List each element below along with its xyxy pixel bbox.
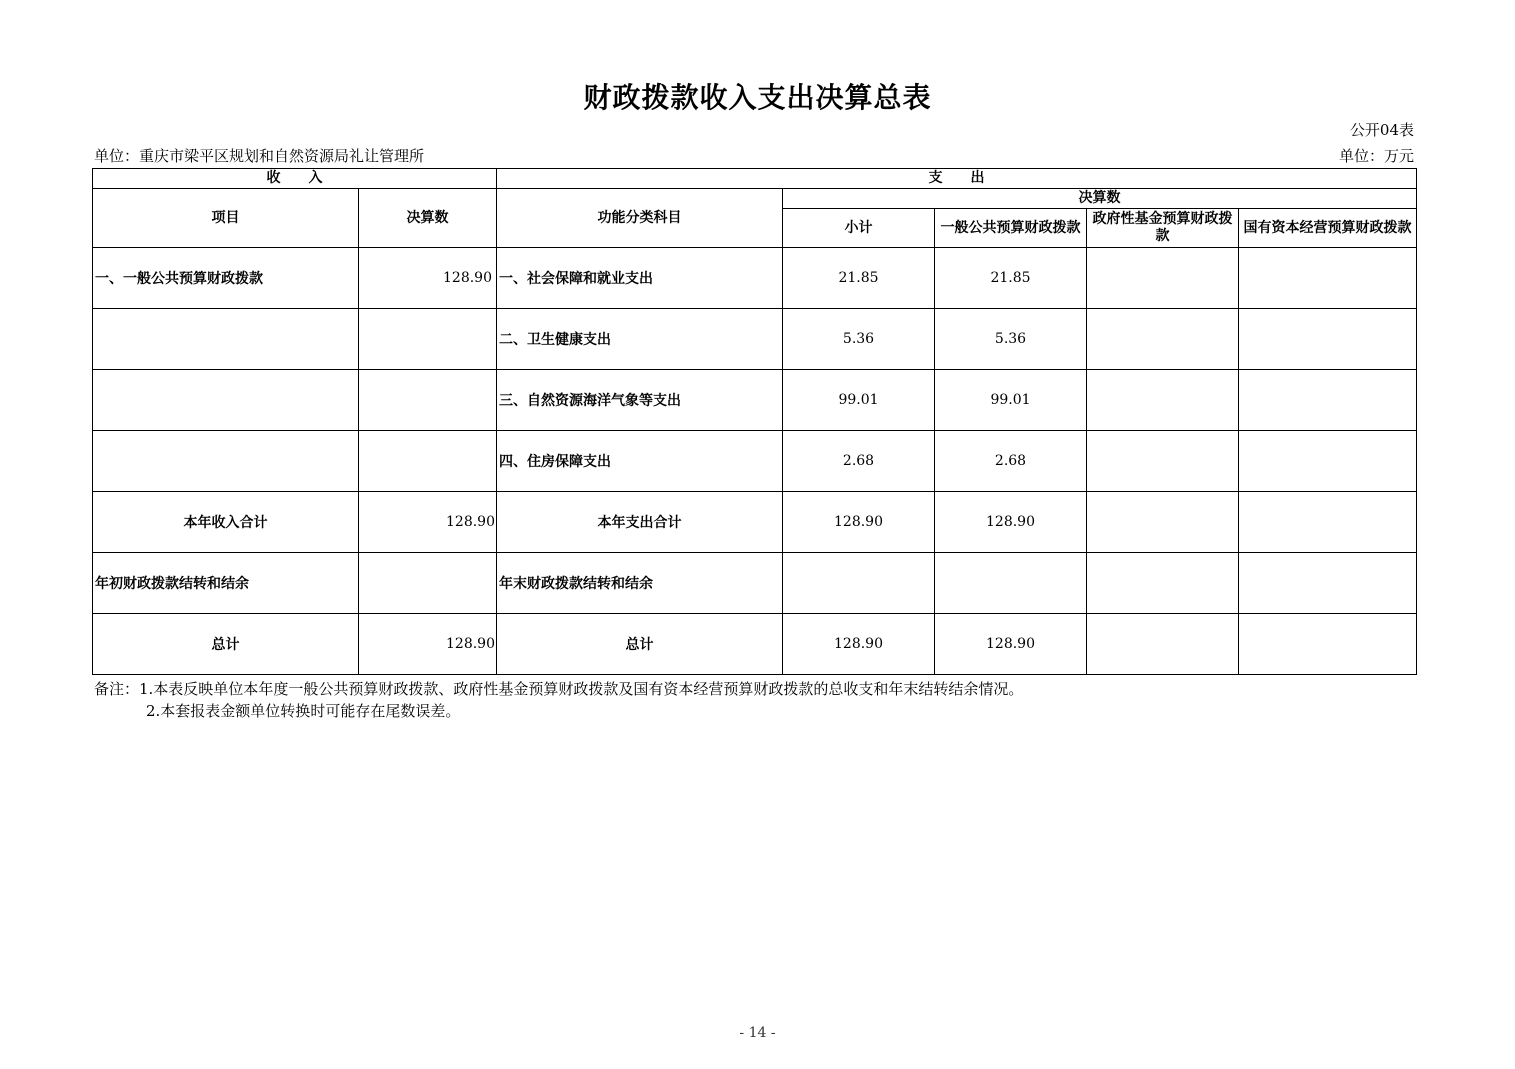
gov-fund-value xyxy=(1087,431,1239,492)
state-capital-value xyxy=(1239,431,1417,492)
gov-fund-value xyxy=(1087,553,1239,614)
general-public-value: 21.85 xyxy=(935,248,1087,309)
gov-fund-value xyxy=(1087,614,1239,675)
subtotal-value: 128.90 xyxy=(783,492,935,553)
income-amount-header: 决算数 xyxy=(359,189,497,248)
subtotal-value xyxy=(783,553,935,614)
general-public-value: 99.01 xyxy=(935,370,1087,431)
general-public-value: 128.90 xyxy=(935,614,1087,675)
notes xyxy=(94,678,1023,722)
budget-summary-table xyxy=(92,168,1417,675)
final-amount-group-header: 决算数 xyxy=(783,189,1417,209)
gov-fund-value xyxy=(1087,248,1239,309)
expense-category: 年末财政拨款结转和结余 xyxy=(497,553,783,614)
general-public-value: 128.90 xyxy=(935,492,1087,553)
state-capital-value xyxy=(1239,492,1417,553)
gov-fund-header: 政府性基金预算财政拨款 xyxy=(1087,209,1239,248)
income-amount: 128.90 xyxy=(359,248,497,309)
expense-category: 本年支出合计 xyxy=(497,492,783,553)
expense-category: 三、自然资源海洋气象等支出 xyxy=(497,370,783,431)
income-amount xyxy=(359,553,497,614)
state-capital-value xyxy=(1239,248,1417,309)
income-item xyxy=(93,431,359,492)
function-category-header: 功能分类科目 xyxy=(497,189,783,248)
general-public-value: 5.36 xyxy=(935,309,1087,370)
state-capital-value xyxy=(1239,370,1417,431)
subtotal-value: 2.68 xyxy=(783,431,935,492)
income-amount: 128.90 xyxy=(359,492,497,553)
note-line-2: 2.本套报表金额单位转换时可能存在尾数误差。 xyxy=(146,702,461,720)
expense-category: 总计 xyxy=(497,614,783,675)
gov-fund-value xyxy=(1087,370,1239,431)
subtotal-value: 5.36 xyxy=(783,309,935,370)
expense-category: 一、社会保障和就业支出 xyxy=(497,248,783,309)
unit-organization: 单位：重庆市梁平区规划和自然资源局礼让管理所 xyxy=(94,147,425,165)
expense-header: 支 出 xyxy=(497,169,1417,189)
subtotal-value: 99.01 xyxy=(783,370,935,431)
income-item xyxy=(93,309,359,370)
item-header: 项目 xyxy=(93,189,359,248)
income-item: 总计 xyxy=(93,614,359,675)
table-row-annual-total xyxy=(93,492,1417,553)
income-amount xyxy=(359,370,497,431)
page-title: 财政拨款收入支出决算总表 xyxy=(583,81,932,114)
income-amount: 128.90 xyxy=(359,614,497,675)
subtotal-value: 21.85 xyxy=(783,248,935,309)
table-row xyxy=(93,431,1417,492)
unit-currency: 单位：万元 xyxy=(1338,147,1414,165)
income-header: 收 入 xyxy=(93,169,497,189)
gov-fund-value xyxy=(1087,309,1239,370)
expense-category: 四、住房保障支出 xyxy=(497,431,783,492)
state-capital-header: 国有资本经营预算财政拨款 xyxy=(1239,209,1417,248)
income-item: 本年收入合计 xyxy=(93,492,359,553)
gov-fund-value xyxy=(1087,492,1239,553)
page-number: - 14 - xyxy=(739,1025,776,1041)
subtotal-header: 小计 xyxy=(783,209,935,248)
subtotal-value: 128.90 xyxy=(783,614,935,675)
general-public-value: 2.68 xyxy=(935,431,1087,492)
general-public-value xyxy=(935,553,1087,614)
income-amount xyxy=(359,431,497,492)
expense-category: 二、卫生健康支出 xyxy=(497,309,783,370)
general-public-header: 一般公共预算财政拨款 xyxy=(935,209,1087,248)
income-amount xyxy=(359,309,497,370)
income-item: 年初财政拨款结转和结余 xyxy=(93,553,359,614)
table-row-grand-total xyxy=(93,614,1417,675)
income-item xyxy=(93,370,359,431)
table-number: 公开04表 xyxy=(1349,121,1414,139)
state-capital-value xyxy=(1239,553,1417,614)
income-item: 一、一般公共预算财政拨款 xyxy=(93,248,359,309)
table-row xyxy=(93,309,1417,370)
table-row xyxy=(93,248,1417,309)
state-capital-value xyxy=(1239,309,1417,370)
state-capital-value xyxy=(1239,614,1417,675)
table-row-carryover xyxy=(93,553,1417,614)
table-row xyxy=(93,370,1417,431)
note-line-1: 备注：1.本表反映单位本年度一般公共预算财政拨款、政府性基金预算财政拨款及国有资本经营预算财政拨款的总收支和年末结转结余情况。 xyxy=(94,680,1024,698)
